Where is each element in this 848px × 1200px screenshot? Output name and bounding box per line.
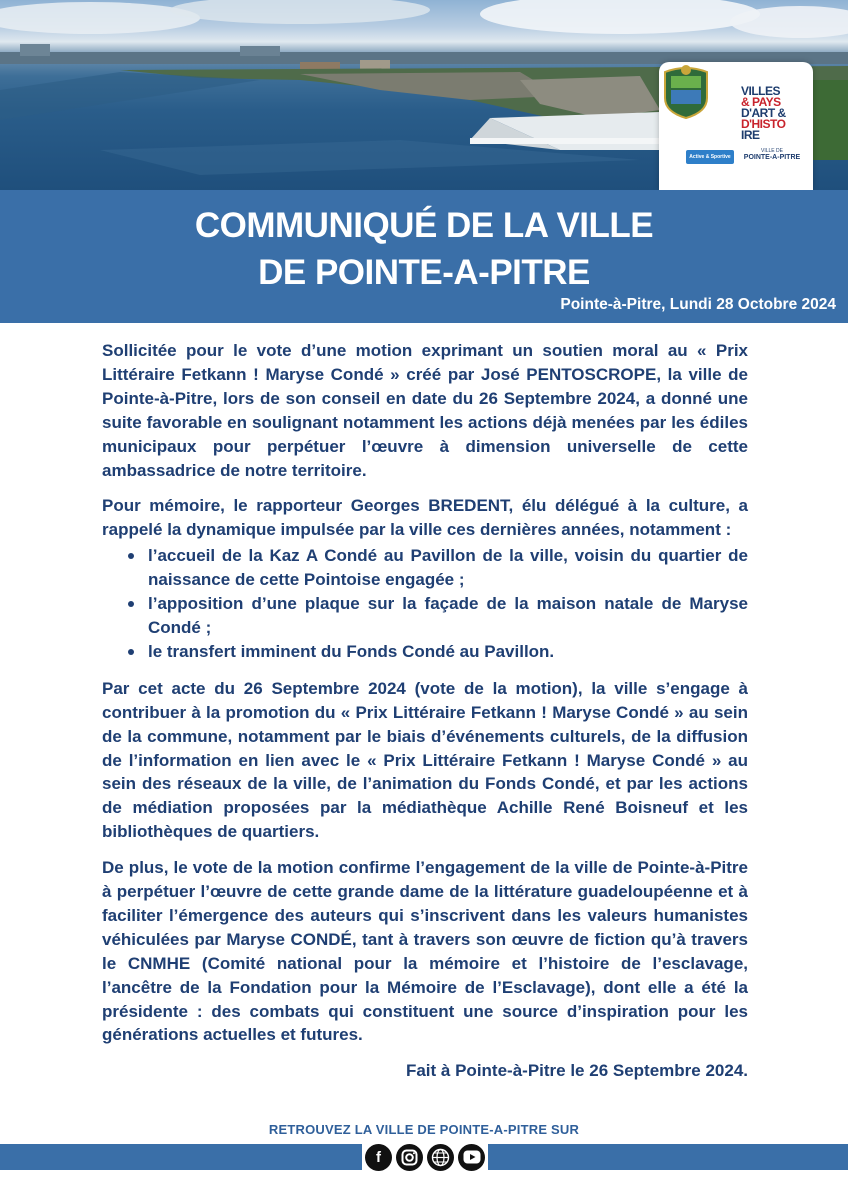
logo-ville-de: VILLE DE xyxy=(761,148,783,154)
logo-city-name: POINTE-A-PITRE xyxy=(743,154,801,161)
active-sportive-badge: Active & Sportive xyxy=(686,150,734,164)
list-item: l’apposition d’une plaque sur la façade de la maison natale de Maryse Condé ; xyxy=(128,592,748,640)
title-line-2: DE POINTE-A-PITRE xyxy=(258,253,590,292)
footer-label: RETROUVEZ LA VILLE DE POINTE-A-PITRE SUR xyxy=(268,1122,580,1137)
page-title xyxy=(0,202,848,296)
signature-line: Fait à Pointe-à-Pitre le 26 Septembre 2024. xyxy=(405,1061,748,1081)
city-crest-icon xyxy=(659,62,713,120)
website-globe-icon[interactable] xyxy=(427,1144,454,1171)
city-logo-card xyxy=(659,62,813,190)
social-links xyxy=(362,1141,488,1173)
header-photo xyxy=(0,0,848,190)
youtube-icon[interactable] xyxy=(458,1144,485,1171)
title-line-1: COMMUNIQUÉ DE LA VILLE xyxy=(194,206,654,245)
actions-list xyxy=(128,544,748,664)
paragraph-3: Par cet acte du 26 Septembre 2024 (vote de la motion), la ville s’engage à contribuer à la promotion du « Prix Littéraire Fetkann ! Maryse Condé » au sein de la commune, notamment par le biais d’événements culturels, de la diffusion de l’information en lien avec le « Prix Littéraire Fetkann ! Maryse Condé » au sein des réseaux de la ville, de l’animation du Fonds Condé, et par les actions de médiation proposées par la médiathèque Achille René Boisneuf et les bibliothèques de quartiers. xyxy=(102,678,748,842)
list-item: le transfert imminent du Fonds Condé au Pavillon. xyxy=(128,640,748,664)
paragraph-4: De plus, le vote de la motion confirme l’engagement de la ville de Pointe-à-Pitre à perpétuer l’œuvre de cette grande dame de la littérature guadeloupéenne et à faciliter l’émergence des auteurs qui s’inscrivent dans les valeurs humanistes véhiculées par Maryse CONDÉ, tant à travers son œuvre de fiction qu’à travers le CNMHE (Comité national pour la mémoire et l’histoire de l’esclavage, l’ancêtre de la Fondation pour la Mémoire de l’Esclavage), dont elle a été la présidente : des combats qui constituent une source d’inspiration pour les générations actuelles et futures. xyxy=(102,858,748,1045)
list-item: l’accueil de la Kaz A Condé au Pavillon de la ville, voisin du quartier de naissance de cette Pointoise engagée ; xyxy=(128,544,748,592)
press-release-body xyxy=(102,339,748,1083)
title-band xyxy=(0,190,848,323)
paragraph-2: Pour mémoire, le rapporteur Georges BREDENT, élu délégué à la culture, a rappelé la dynamique impulsée par la ville ces dernières années, notamment : xyxy=(102,496,748,540)
villes-pays-art-histoire-label: VILLES & PAYS D'ART & D'HISTO IRE xyxy=(741,84,786,142)
paragraph-1: Sollicitée pour le vote d’une motion exprimant un soutien moral au « Prix Littéraire Fetkann ! Maryse Condé » créé par José PENTOSCROPE, la ville de Pointe-à-Pitre, lors de son conseil en date du 26 Septembre 2024, a donné une suite favorable en soulignant notamment les actions déjà menées par les édiles municipaux pour perpétuer l’œuvre à dimension universelle de cette ambassadrice de notre territoire. xyxy=(102,341,748,480)
instagram-icon[interactable] xyxy=(396,1144,423,1171)
dateline: Pointe-à-Pitre, Lundi 28 Octobre 2024 xyxy=(560,296,836,313)
facebook-icon[interactable]: f xyxy=(365,1144,392,1171)
